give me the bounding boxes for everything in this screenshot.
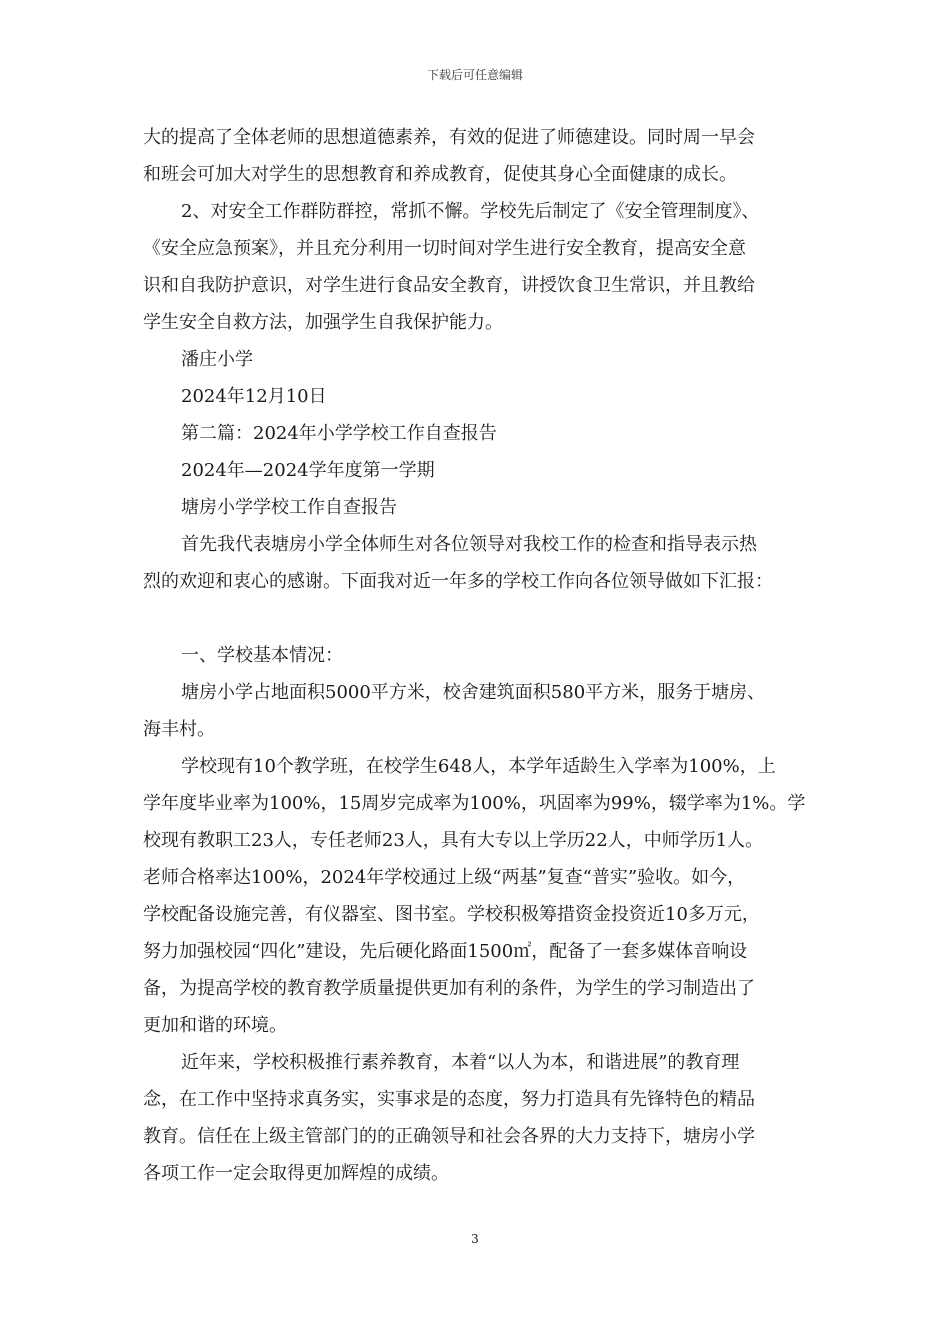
text-line: 大的提高了全体老师的思想道德素养，有效的促进了师德建设。同时周一早会 [143,127,755,148]
text-line: 学校现有10个教学班，在校学生648人，本学年适龄生入学率为100%，上 [181,756,776,777]
text-line: 塘房小学占地面积5000平方米，校舍建筑面积580平方米，服务于塘房、 [181,682,766,703]
document-body [143,119,823,1192]
text-line: 更加和谐的环境。 [143,1015,287,1036]
text-line: 识和自我防护意识，对学生进行食品安全教育，讲授饮食卫生常识，并且教给 [143,275,755,296]
text-line: 《安全应急预案》，并且充分利用一切时间对学生进行安全教育，提高安全意 [143,238,746,259]
header-note: 下载后可任意编辑 [426,68,523,82]
text-line: 2024年—2024学年度第一学期 [181,460,435,481]
text-line: 首先我代表塘房小学全体师生对各位领导对我校工作的检查和指导表示热 [181,534,757,555]
text-line: 学生安全自救方法，加强学生自我保护能力。 [143,312,503,333]
text-line: 校现有教职工23人，专任老师23人，具有大专以上学历22人，中师学历1人。 [143,830,764,851]
text-line: 烈的欢迎和衷心的感谢。下面我对近一年多的学校工作向各位领导做如下汇报： [143,571,773,592]
text-line: 努力加强校园“四化”建设，先后硬化路面1500㎡，配备了一套多媒体音响设 [143,941,748,962]
text-line: 各项工作一定会取得更加辉煌的成绩。 [143,1163,449,1184]
text-line: 念，在工作中坚持求真务实，实事求是的态度，努力打造具有先锋特色的精品 [143,1089,755,1110]
text-line: 近年来，学校积极推行素养教育，本着“以人为本，和谐进展”的教育理 [181,1052,740,1073]
paragraph-gap [143,600,823,637]
text-line: 第二篇：2024年小学学校工作自查报告 [181,423,497,444]
text-line: 海丰村。 [143,719,215,740]
text-line: 塘房小学学校工作自查报告 [181,497,397,518]
page-number: 3 [471,1232,479,1246]
text-line: 和班会可加大对学生的思想教育和养成教育，促使其身心全面健康的成长。 [143,164,737,185]
text-line: 2、对安全工作群防群控，常抓不懈。学校先后制定了《安全管理制度》、 [181,201,760,222]
text-line: 教育。信任在上级主管部门的的正确领导和社会各界的大力支持下，塘房小学 [143,1126,755,1147]
text-line: 老师合格率达100%，2024年学校通过上级“两基”复查“普实”验收。如今， [143,867,746,888]
text-line: 潘庄小学 [181,349,253,370]
text-line: 学校配备设施完善，有仪器室、图书室。学校积极筹措资金投资近10多万元， [143,904,760,925]
text-line: 2024年12月10日 [181,386,327,407]
text-line: 一、学校基本情况： [181,645,343,666]
text-line: 备，为提高学校的教育教学质量提供更加有利的条件，为学生的学习制造出了 [143,978,755,999]
text-line: 学年度毕业率为100%，15周岁完成率为100%，巩固率为99%，辍学率为1%。学 [143,793,806,814]
